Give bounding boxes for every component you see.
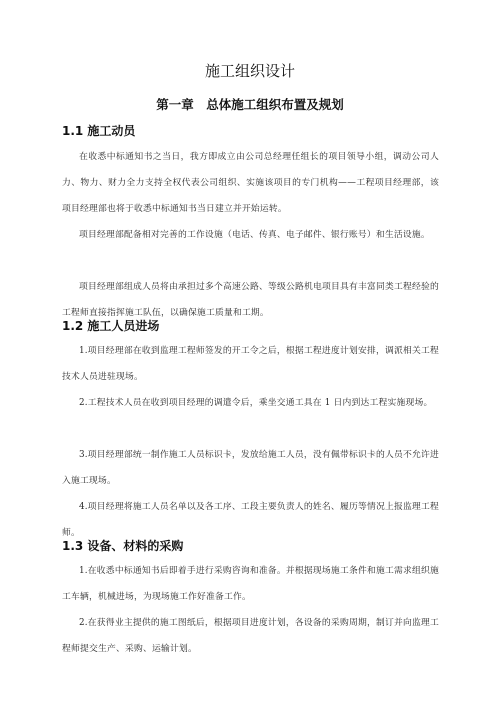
- paragraph: 1.在收悉中标通知书后即着手进行采购咨询和准备。并根据现场施工条件和施工需求组织施工车辆，机械进场，为现场施工作好准备工作。: [62, 566, 439, 602]
- paragraph: 3.项目经理部统一制作施工人员标识卡，发放给施工人员，没有佩带标识卡的人员不允许进入施工现场。: [62, 450, 439, 486]
- paragraph: 1.项目经理部在收到监理工程师签发的开工令之后，根据工程进度计划安排，调派相关工程技术人员进驻现场。: [62, 346, 439, 382]
- paragraph: 2.在获得业主提供的施工图纸后，根据项目进度计划，各设备的采购周期，制订并向监理工程师提交生产、采购、运输计划。: [62, 618, 439, 654]
- paragraph: 项目经理部配备相对完善的工作设施（电话、传真、电子邮件、银行账号）和生活设施。: [79, 230, 430, 240]
- document-title: 施工组织设计: [204, 62, 295, 80]
- section-heading-1-2: 1.2 施工人员进场: [62, 319, 160, 333]
- section-heading-1-3: 1.3 设备、材料的采购: [62, 539, 184, 553]
- paragraph: 2.工程技术人员在收到项目经理的调遣令后，乘坐交通工具在 1 日内到达工程实施现场。: [79, 398, 433, 408]
- paragraph: 在收悉中标通知书之当日，我方即成立由公司总经理任组长的项目领导小组，调动公司人力、物力、财力全力支持全权代表公司组织、实施该项目的专门机构——工程项目经理部，该项目经理部也将于收悉中标通知书当日建立并开始运转。: [62, 152, 439, 214]
- chapter-title: 第一章 总体施工组织布置及规划: [156, 97, 344, 112]
- paragraph: 项目经理部组成人员将由承担过多个高速公路、等级公路机电项目具有丰富同类工程经验的工程师直接指挥施工队伍，以确保施工质量和工期。: [62, 282, 439, 318]
- section-heading-1-1: 1.1 施工动员: [62, 124, 136, 138]
- paragraph: 4.项目经理将施工人员名单以及各工序、工段主要负责人的姓名、履历等情况上报监理工程师。: [62, 502, 439, 538]
